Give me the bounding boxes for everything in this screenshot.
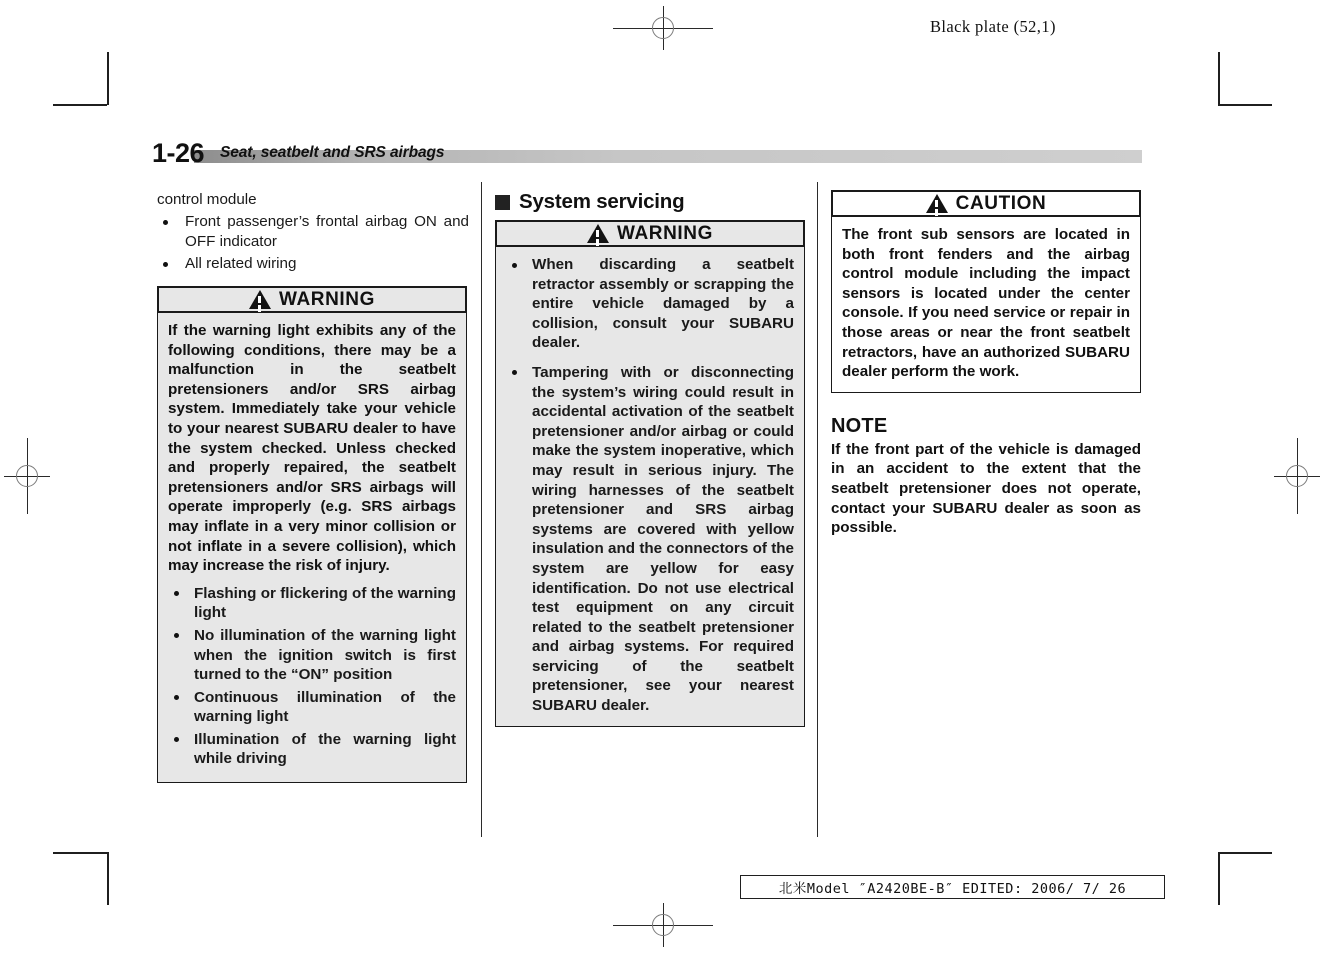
warning-box-left-title-bar (157, 286, 467, 313)
page-number: 1-26 (152, 138, 205, 168)
bullet-icon (163, 220, 168, 225)
list-item (168, 584, 456, 623)
warning-triangle-icon (249, 290, 271, 309)
bullet-icon (512, 263, 517, 268)
list-item (168, 730, 456, 769)
list-item-text: No illumination of the warning light when the ignition switch is first turned to the “ON” position (194, 626, 456, 684)
note-title: NOTE (831, 414, 888, 437)
continuation-line: control module (157, 191, 257, 208)
black-plate-label: Black plate (52,1) (930, 17, 1056, 36)
caution-box (831, 190, 1141, 393)
column-right (831, 190, 1143, 538)
section-heading-text: System servicing (519, 190, 685, 213)
caution-box-title-bar (831, 190, 1141, 217)
column-middle (495, 190, 807, 727)
list-item-text: Flashing or flickering of the warning light (194, 584, 456, 622)
warning-label: WARNING (616, 222, 714, 244)
note-block (831, 415, 1141, 538)
warning-bullet-list (168, 584, 456, 769)
list-item (506, 363, 794, 716)
column-divider-2 (817, 182, 818, 837)
list-item (168, 688, 456, 727)
list-item-text: Tampering with or disconnecting the system’s wiring could result in accidental activation of the seatbelt pretensioner and/or airbag or could make the system inoperative, which may result in serious injury. The wiring harnesses of the seatbelt pretensioner and SRS airbag systems are covered with yellow insulation and the connectors of the system are yellow for easy identification. Do not use electrical test equipment on any circuit related to the seatbelt pretensioner and airbag systems. For required servicing of the seatbelt pretensioner, see your nearest SUBARU dealer. (532, 363, 794, 715)
list-item (168, 626, 456, 685)
left-bullet-list (157, 212, 469, 275)
section-heading-system-servicing (495, 190, 807, 214)
bullet-icon (174, 591, 179, 596)
caution-label: CAUTION (955, 192, 1047, 214)
list-item-text: Continuous illumination of the warning light (194, 688, 456, 726)
bullet-icon (174, 633, 179, 638)
warning-box-left-body (157, 313, 467, 783)
list-item (157, 212, 469, 253)
bullet-icon (163, 262, 168, 267)
page-header (152, 138, 1142, 168)
bullet-icon (174, 737, 179, 742)
footer-edition-stamp (740, 875, 1165, 899)
caution-triangle-icon (926, 194, 948, 213)
list-item (506, 255, 794, 353)
warning-box-middle (495, 220, 805, 727)
warning-label: WARNING (278, 288, 376, 310)
warning-triangle-icon (587, 224, 609, 243)
list-item-text: When discarding a seatbelt retractor assembly or scrapping the entire vehicle damaged by a collision, consult your SUBARU dealer. (532, 256, 794, 352)
warning-box-left (157, 286, 467, 783)
square-bullet-icon (495, 195, 510, 210)
list-item (157, 254, 469, 275)
footer-stamp-text: 北米Model ″A2420BE-B″ EDITED: 2006/ 7/ 26 (778, 881, 1127, 897)
warning-paragraph: If the warning light exhibits any of the following conditions, there may be a malfunction in the seatbelt pretensioners and/or SRS airbag system. Immediately take your vehicle to your nearest SUBARU dealer to have the system checked. Unless checked and properly repaired, the seatbelt pretensioners and/or SRS airbags will operate improperly (e.g. SRS airbags may inflate in a very minor collision or not inflate in a severe collision), which may increase the risk of injury. (168, 322, 456, 575)
warning-box-middle-body (495, 247, 805, 727)
bullet-icon (174, 695, 179, 700)
section-title: Seat, seatbelt and SRS airbags (220, 144, 445, 161)
note-paragraph: If the front part of the vehicle is damaged in an accident to the extent that the seatbelt pretensioner does not operate, contact your SUBARU dealer as soon as possible. (831, 440, 1141, 537)
caution-paragraph: The front sub sensors are located in both front fenders and the airbag control module including the impact sensors is located under the center console. If you need service or repair in those areas or near the front seatbelt retractors, have an authorized SUBARU dealer perform the work. (842, 226, 1130, 381)
bullet-icon (512, 370, 517, 375)
column-left (157, 190, 469, 783)
column-divider-1 (481, 182, 482, 837)
list-item-text: Illumination of the warning light while driving (194, 730, 456, 768)
warning-bullet-list (506, 255, 794, 716)
list-item-text: Front passenger’s frontal airbag ON and OFF indicator (185, 212, 469, 250)
caution-box-body (831, 217, 1141, 393)
list-item-text: All related wiring (185, 254, 297, 272)
warning-box-middle-title-bar (495, 220, 805, 247)
